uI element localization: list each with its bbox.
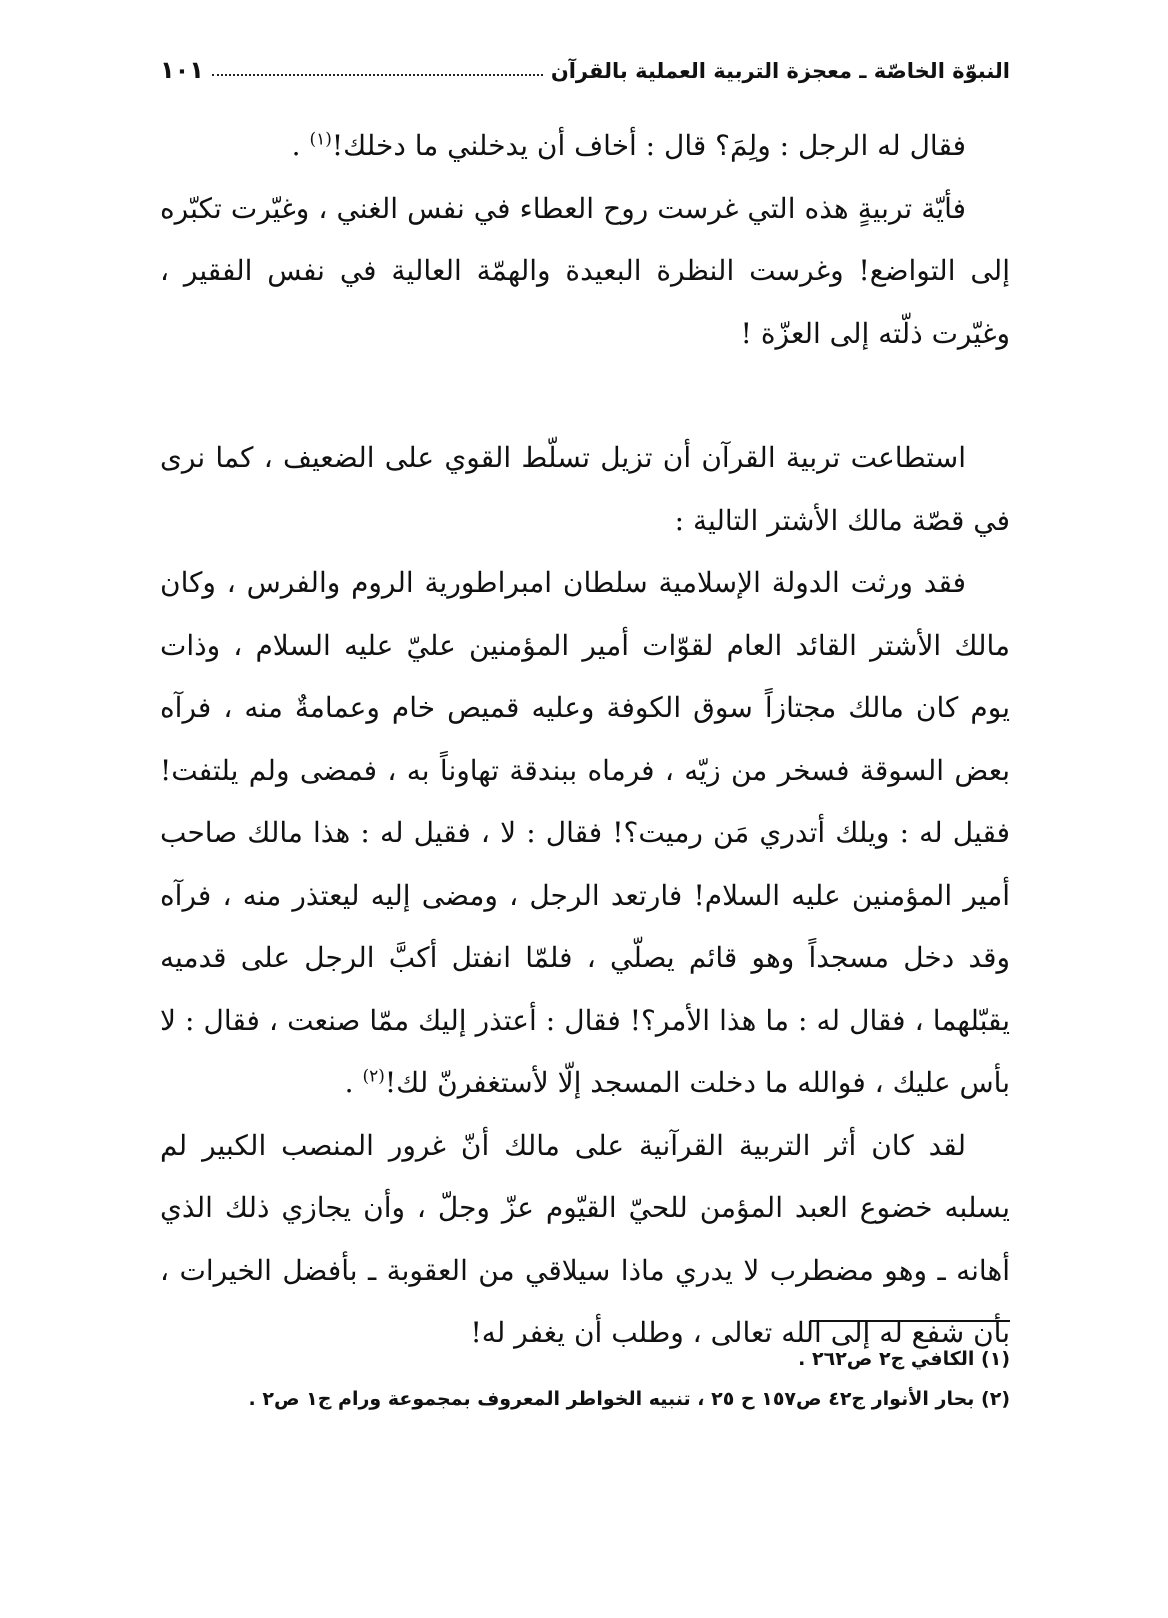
paragraph-1-end: .	[291, 129, 310, 162]
footnote-2: (٢) بحار الأنوار ج٤٢ ص١٥٧ ح ٢٥ ، تنبيه الخواطر المعروف بمجموعة ورام ج١ ص٢ .	[248, 1388, 1010, 1410]
header-dot-leader	[212, 74, 543, 76]
page-header	[160, 40, 1010, 82]
footnote-ref-1: (١)	[309, 129, 332, 150]
footnotes	[160, 1340, 1010, 1424]
running-title: النبوّة الخاصّة ـ معجزة التربية العملية بالقرآن	[550, 59, 1010, 83]
footnote-1: (١) الكافي ج٢ ص٢٦٢ .	[798, 1348, 1010, 1370]
section-gap	[160, 365, 1010, 427]
body-text	[160, 115, 1010, 1365]
footnote-separator	[810, 1320, 1010, 1322]
paragraph-4	[160, 552, 1010, 1115]
paragraph-3: استطاعت تربية القرآن أن تزيل تسلّط القوي على الضعيف ، كما نرى في قصّة مالك الأشتر التالية :	[160, 441, 1010, 537]
paragraph-2: فأيّة تربيةٍ هذه التي غرست روح العطاء في نفس الغني ، وغيّرت تكبّره إلى التواضع! وغرست النظرة البعيدة والهمّة العالية في نفس الفقير ، وغيّرت ذلّته إلى العزّة !	[160, 191, 1010, 350]
paragraph-4-end: .	[344, 1066, 363, 1099]
paragraph-1-text: فقال له الرجل : ولِمَ؟ قال : أخاف أن يدخلني ما دخلك!	[331, 129, 966, 162]
footnote-ref-2: (٢)	[362, 1066, 385, 1087]
page-number: ١٠١	[160, 56, 204, 84]
paragraph-4-text: فقد ورثت الدولة الإسلامية سلطان امبراطورية الروم والفرس ، وكان مالك الأشتر القائد العام لقوّات أمير المؤمنين عليّ عليه السلام ، وذات يوم كان مالك مجتازاً سوق الكوفة وعليه قميص خام وعمامةٌ منه ، فرآه بعض السوقة فسخر من زيّه ، فرماه ببندقة تهاوناً به ، فمضى ولم يلتفت! فقيل له : ويلك أتدري مَن رميت؟! فقال : لا ، فقيل له : هذا مالك صاحب أمير المؤمنين عليه السلام! فارتعد الرجل ، ومضى إليه ليعتذر منه ، فرآه وقد دخل مسجداً وهو قائم يصلّي ، فلمّا انفتل أكبَّ الرجل على قدميه يقبّلهما ، فقال له : ما هذا الأمر؟! فقال : أعتذر إليك ممّا صنعت ، فقال : لا بأس عليك ، فوالله ما دخلت المسجد إلّا لأستغفرنّ لك!	[160, 566, 1010, 1099]
paragraph-1	[160, 115, 1010, 178]
paragraph-5: لقد كان أثر التربية القرآنية على مالك أنّ غرور المنصب الكبير لم يسلبه خضوع العبد المؤمن للحيّ القيّوم عزّ وجلّ ، وأن يجازي ذلك الذي أهانه ـ وهو مضطرب لا يدري ماذا سيلاقي من العقوبة ـ بأفضل الخيرات ، بأن شفع له إلى الله تعالى ، وطلب أن يغفر له!	[160, 1128, 1010, 1349]
